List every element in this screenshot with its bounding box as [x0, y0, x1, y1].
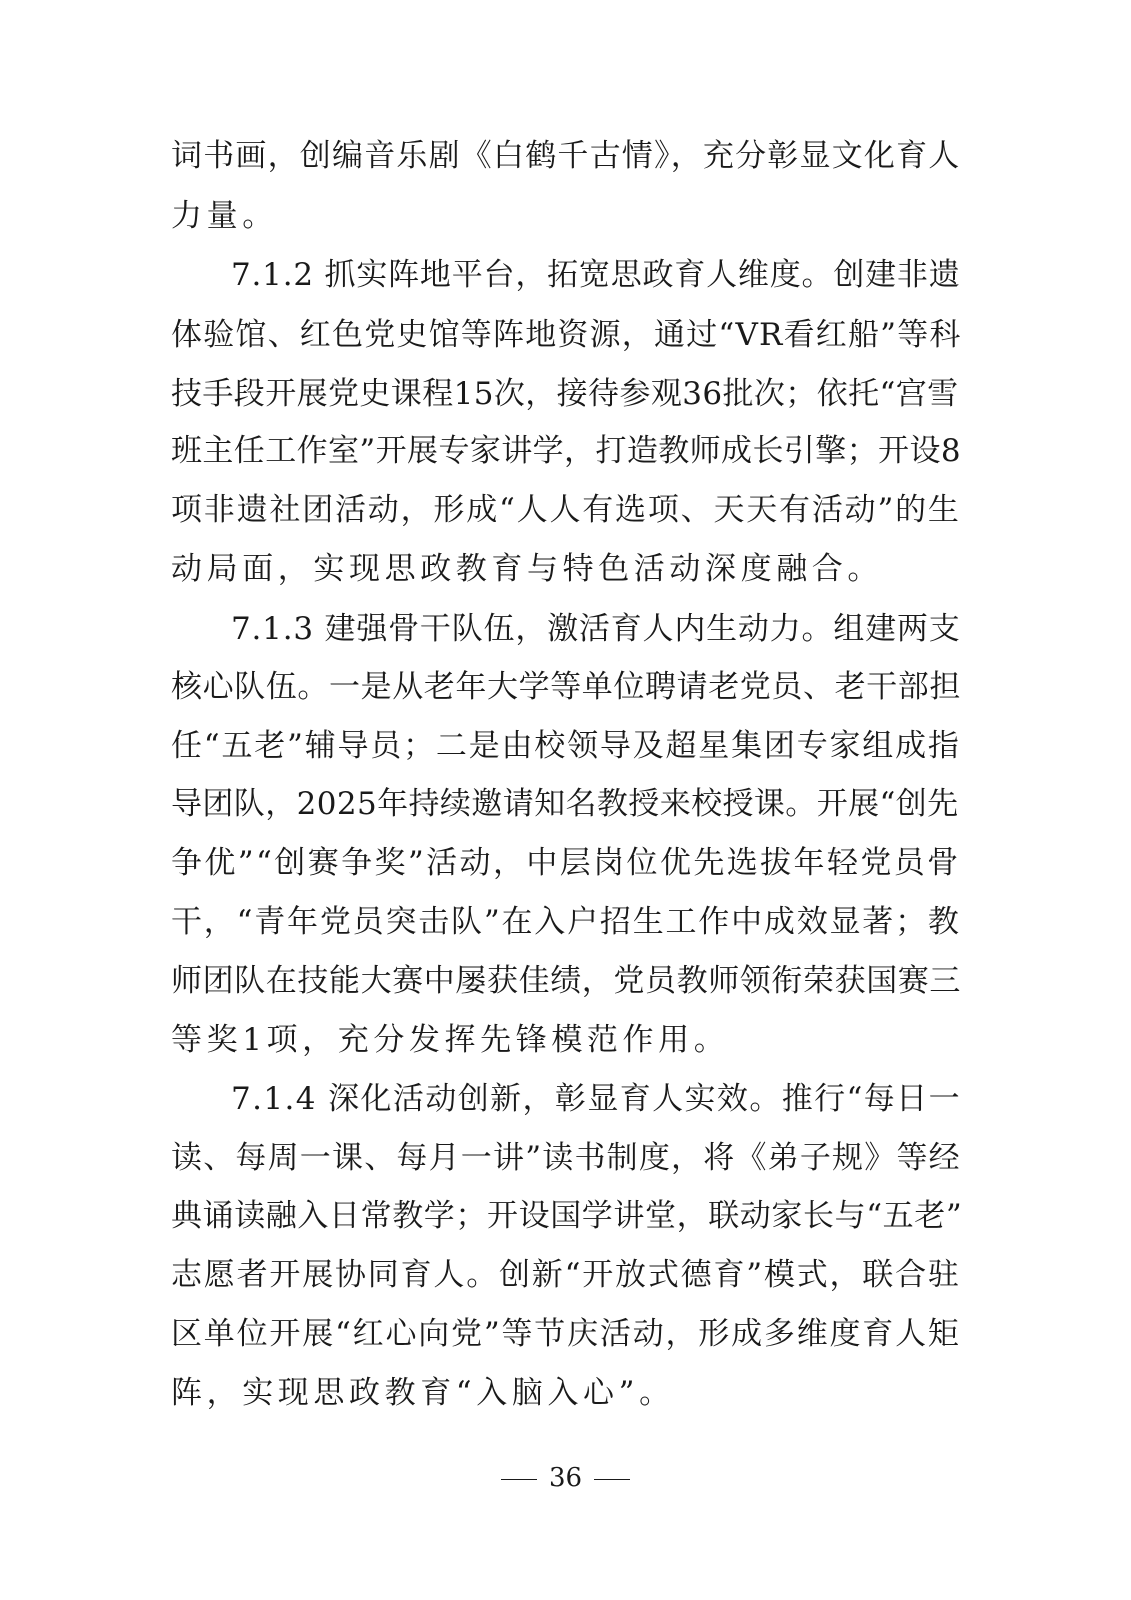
section-7-1-4-first-line: 7.1.4 深化活动创新，彰显育人实效。推行“每日一 — [231, 1081, 961, 1117]
text-line: 任“五老”辅导员；二是由校领导及超星集团专家组成指 — [171, 728, 961, 764]
section-7-1-3-first-line: 7.1.3 建强骨干队伍，激活育人内生动力。组建两支 — [231, 611, 961, 647]
text-line: 争优”“创赛争奖”活动，中层岗位优先选拔年轻党员骨 — [171, 845, 961, 881]
text-line: 体验馆、红色党史馆等阵地资源，通过“VR看红船”等科 — [171, 317, 962, 353]
text-line: 词书画，创编音乐剧《白鹤千古情》，充分彰显文化育人 — [171, 138, 961, 174]
text-line: 班主任工作室”开展专家讲学，打造教师成长引擎；开设8 — [171, 433, 961, 469]
text-line: 力量。 — [171, 198, 278, 234]
text-line: 核心队伍。一是从老年大学等单位聘请老党员、老干部担 — [171, 669, 961, 705]
text-line: 导团队，2025年持续邀请知名教授来校授课。开展“创先 — [171, 786, 959, 822]
footer-left-dash — [501, 1479, 537, 1480]
page-footer — [0, 1456, 1131, 1500]
text-line: 阵，实现思政教育“入脑入心”。 — [171, 1375, 675, 1411]
text-line: 志愿者开展协同育人。创新“开放式德育”模式，联合驻 — [171, 1257, 961, 1293]
footer-right-dash — [594, 1479, 630, 1480]
text-line: 等奖1项，充分发挥先锋模范作用。 — [171, 1022, 730, 1058]
text-line: 区单位开展“红心向党”等节庆活动，形成多维度育人矩 — [171, 1316, 961, 1352]
text-line: 师团队在技能大赛中屡获佳绩，党员教师领衔荣获国赛三 — [171, 963, 961, 999]
text-line: 动局面，实现思政教育与特色活动深度融合。 — [171, 551, 883, 587]
text-line: 项非遗社团活动，形成“人人有选项、天天有活动”的生 — [171, 492, 961, 528]
text-line: 技手段开展党史课程15次，接待参观36批次；依托“宫雪 — [171, 376, 959, 412]
text-line: 典诵读融入日常教学；开设国学讲堂，联动家长与“五老” — [171, 1198, 963, 1234]
section-7-1-2-first-line: 7.1.2 抓实阵地平台，拓宽思政育人维度。创建非遗 — [231, 257, 961, 293]
page-number: 36 — [548, 1463, 583, 1493]
text-line: 干，“青年党员突击队”在入户招生工作中成效显著；教 — [171, 904, 961, 940]
text-line: 读、每周一课、每月一讲”读书制度，将《弟子规》等经 — [171, 1140, 961, 1176]
